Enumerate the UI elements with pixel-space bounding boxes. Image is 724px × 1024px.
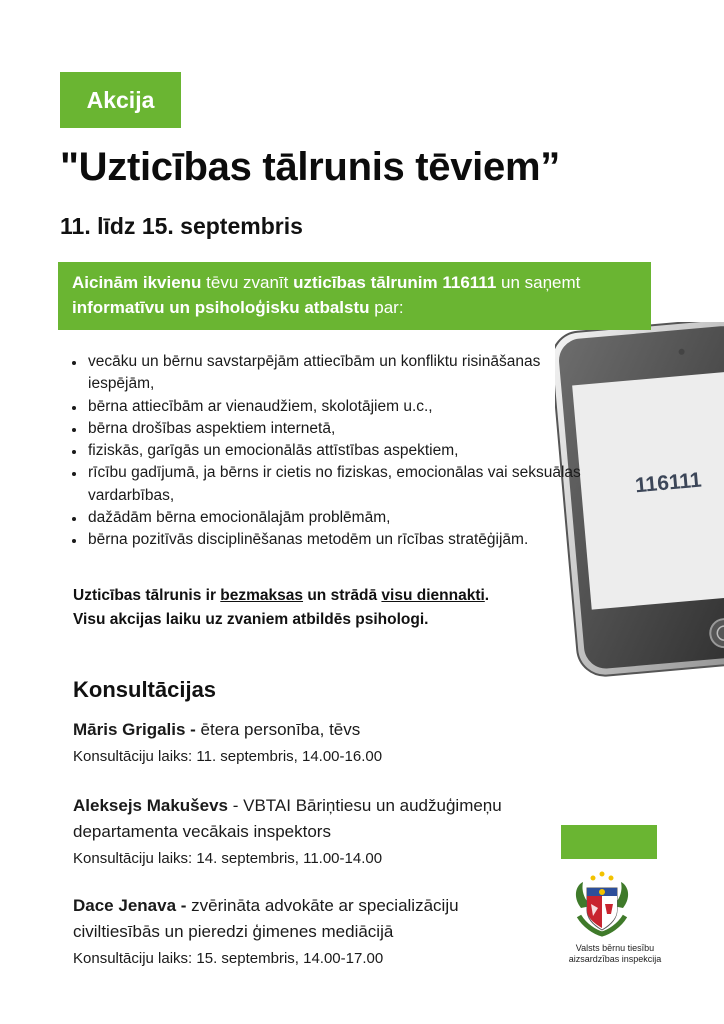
consultant-time: Konsultāciju laiks: 15. septembris, 14.00-17.00	[73, 950, 384, 967]
intro-part-3: uzticības tālrunim 116111	[293, 273, 497, 292]
intro-part-6: par:	[369, 298, 404, 317]
topic-item: • bērna pozitīvās disciplinēšanas metodēm un rīcības stratēģijām.	[86, 529, 606, 551]
date-range: 11. līdz 15. septembris	[60, 213, 303, 239]
akcija-badge: Akcija	[60, 72, 181, 128]
consultant-entry	[73, 793, 543, 870]
intro-part-5: informatīvu un psiholoģisku atbalstu	[72, 298, 370, 317]
info-note	[73, 584, 633, 632]
green-block	[561, 825, 657, 859]
intro-part-1: Aicinām ikvienu	[72, 273, 202, 292]
consultant-name: Dace Jenava -	[73, 896, 187, 915]
topic-item: • dažādām bērna emocionālajām problēmām,	[86, 507, 606, 529]
organization-logo-text	[545, 943, 685, 965]
consultant-role: zvērināta advokāte ar specializāciju civiltiesībās un pieredzi ģimenes mediācijā	[73, 896, 459, 941]
note-text-e: .	[484, 587, 490, 604]
note-text-c: un strādā	[303, 587, 382, 604]
intro-part-4: un saņemt	[496, 273, 581, 292]
consult-heading: Konsultācijas	[73, 677, 217, 702]
topic-item: • bērna attiecībām ar vienaudžiem, skolotājiem u.c.,	[86, 396, 606, 418]
consultant-time: Konsultāciju laiks: 11. septembris, 14.00-16.00	[73, 748, 383, 765]
note-allday: visu diennakti	[381, 587, 485, 604]
note-text-a: Uzticības tālrunis ir	[73, 587, 221, 604]
coat-of-arms-icon	[571, 868, 633, 943]
consultant-role: - VBTAI Bāriņtiesu un audžuģimeņu departamenta vecākais inspektors	[73, 796, 502, 841]
consultant-entry	[73, 893, 543, 970]
consultant-role: ētera personība, tēvs	[195, 720, 361, 739]
topic-item: • bērna drošības aspektiem internetā,	[86, 418, 606, 440]
note-line-2: Visu akcijas laiku uz zvaniem atbildēs psihologi.	[73, 611, 429, 628]
topic-item: • vecāku un bērnu savstarpējām attiecībām un konfliktu risināšanas iespējām,	[86, 351, 606, 396]
consultant-name: Māris Grigalis -	[73, 720, 196, 739]
note-free: bezmaksas	[220, 587, 304, 604]
intro-part-2: tēvu zvanīt	[201, 273, 294, 292]
topics-list	[70, 351, 606, 552]
phone-number-text: 116111	[634, 468, 703, 498]
page-title: "Uzticības tālrunis tēviem”	[60, 145, 560, 189]
intro-banner	[58, 262, 651, 330]
topic-item: • fiziskās, garīgās un emocionālās attīstības aspektiem,	[86, 440, 606, 462]
topic-item: • rīcību gadījumā, ja bērns ir cietis no fiziskas, emocionālas vai seksuālas vardarbības,	[86, 462, 606, 507]
consultant-time: Konsultāciju laiks: 14. septembris, 11.00-14.00	[73, 850, 383, 867]
consultant-entry	[73, 717, 543, 768]
logo-line-1: Valsts bērnu tiesību	[575, 943, 655, 953]
consultant-name: Aleksejs Makuševs	[73, 796, 228, 815]
logo-line-2: aizsardzības inspekcija	[568, 954, 662, 964]
